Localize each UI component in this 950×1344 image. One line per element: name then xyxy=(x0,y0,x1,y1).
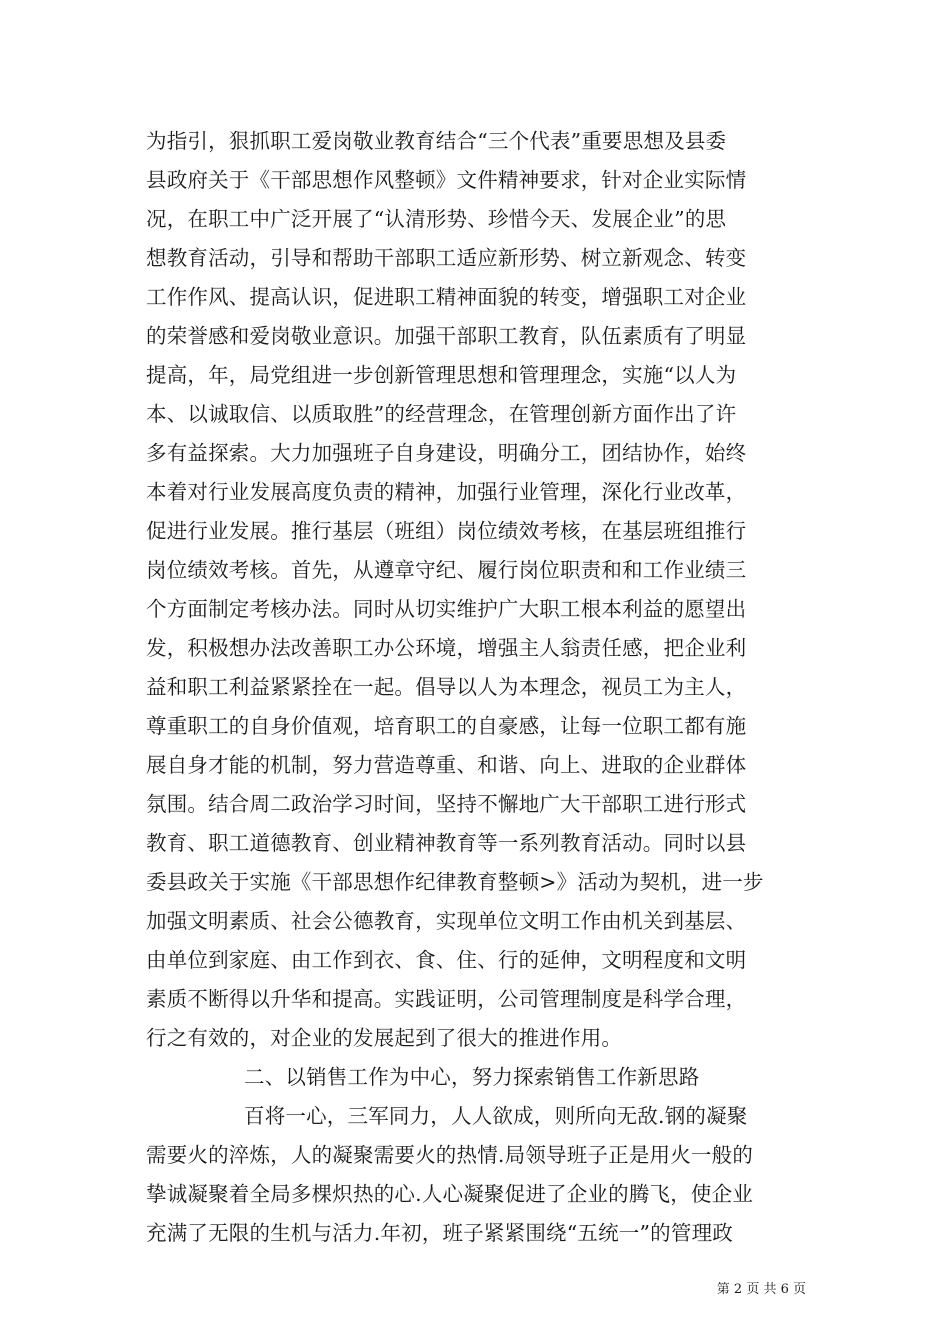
text-line: 需要火的淬炼，人的凝聚需要火的热情.局领导班子正是用火一般的 xyxy=(146,1143,754,1167)
text-line: 尊重职工的自身价值观，培育职工的自豪感，让每一位职工都有施 xyxy=(146,714,747,738)
paragraph-2 xyxy=(146,1097,806,1253)
text-line: 氛围。结合周二政治学习时间，坚持不懈地广大干部职工进行形式 xyxy=(146,792,747,816)
text-line: 素质不断得以升华和提高。实践证明，公司管理制度是科学合理， xyxy=(146,987,747,1011)
document-body xyxy=(146,122,806,1253)
text-line: 百将一心，三军同力，人人欲成，则所向无敌.钢的凝聚 xyxy=(244,1104,748,1128)
section-heading: 二、以销售工作为中心，努力探索销售工作新思路 xyxy=(244,1065,700,1089)
paragraph-1 xyxy=(146,122,806,1058)
text-line: 教育、职工道德教育、创业精神教育等一系列教育活动。同时以县 xyxy=(146,831,747,855)
text-line: 益和职工利益紧紧拴在一起。倡导以人为本理念，视员工为主人， xyxy=(146,675,747,699)
text-line: 为指引，狠抓职工爱岗敬业教育结合“三个代表”重要思想及县委 xyxy=(146,129,727,153)
text-line: 多有益探索。大力加强班子自身建设，明确分工，团结协作，始终 xyxy=(146,441,747,465)
text-line: 本着对行业发展高度负责的精神，加强行业管理，深化行业改革， xyxy=(146,480,747,504)
text-line: 岗位绩效考核。首先，从遵章守纪、履行岗位职责和和工作业绩三 xyxy=(146,558,747,582)
text-line: 展自身才能的机制，努力营造尊重、和谐、向上、进取的企业群体 xyxy=(146,753,747,777)
text-line: 充满了无限的生机与活力.年初，班子紧紧围绕“五统一”的管理政 xyxy=(146,1221,733,1245)
text-line: 发，积极想办法改善职工办公环境，增强主人翁责任感，把企业利 xyxy=(146,636,747,660)
text-line: 的荣誉感和爱岗敬业意识。加强干部职工教育，队伍素质有了明显 xyxy=(146,324,747,348)
text-line: 况，在职工中广泛开展了“认清形势、珍惜今天、发展企业”的思 xyxy=(146,207,727,231)
page-number-footer: 第 2 页 共 6 页 xyxy=(716,1282,806,1297)
text-line: 工作作风、提高认识，促进职工精神面貌的转变，增强职工对企业 xyxy=(146,285,747,309)
text-line: 行之有效的，对企业的发展起到了很大的推进作用。 xyxy=(146,1026,623,1050)
text-line: 加强文明素质、社会公德教育，实现单位文明工作由机关到基层、 xyxy=(146,909,747,933)
text-line: 县政府关于《干部思想作风整顿》文件精神要求，针对企业实际情 xyxy=(146,168,747,192)
text-line: 由单位到家庭、由工作到衣、食、住、行的延伸，文明程度和文明 xyxy=(146,948,747,972)
text-line: 挚诚凝聚着全局多棵炽热的心.人心凝聚促进了企业的腾飞，使企业 xyxy=(146,1182,754,1206)
text-line: 个方面制定考核办法。同时从切实维护广大职工根本利益的愿望出 xyxy=(146,597,747,621)
text-line: 提高，年，局党组进一步创新管理思想和管理理念，实施“以人为 xyxy=(146,363,737,387)
text-line: 本、以诚取信、以质取胜”的经营理念，在管理创新方面作出了许 xyxy=(146,402,737,426)
text-line: 委县政关于实施《干部思想作纪律教育整顿>》活动为契机，进一步 xyxy=(146,870,764,894)
text-line: 促进行业发展。推行基层（班组）岗位绩效考核，在基层班组推行 xyxy=(146,519,747,543)
text-line: 想教育活动，引导和帮助干部职工适应新形势、树立新观念、转变 xyxy=(146,246,747,270)
